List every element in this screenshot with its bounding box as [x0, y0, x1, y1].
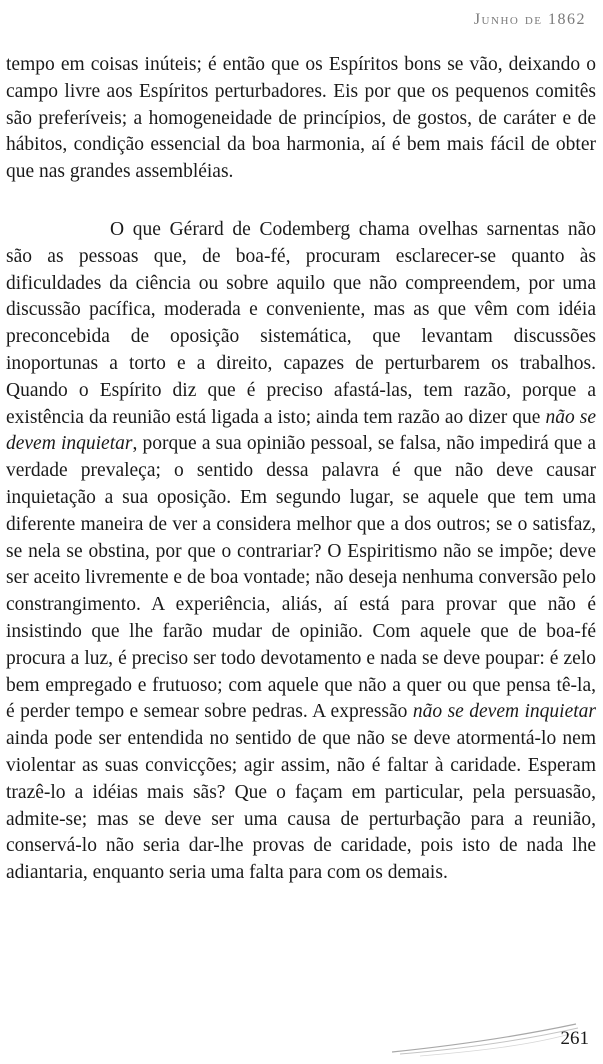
paragraph-2-italic-phrase-1: não se devem inquietar [6, 406, 596, 455]
paragraph-1-text: tempo em coisas inúteis; é então que os Espíritos bons se vão, deixando o campo livre aos Espíritos perturbadores. Eis por que os pequenos comitês são preferíveis; a homogeneidade de princípios, de gostos, de caráter e de hábitos, condição essencial da boa harmonia, aí é bem mais fácil de obter que nas grandes assembléias. [6, 54, 596, 183]
paragraph-2 [6, 217, 596, 887]
paragraph-2-italic-phrase-2: não se devem inquietar [412, 701, 596, 723]
footer-swoosh-ornament [390, 1018, 580, 1058]
paragraph-2-text-c: ainda pode ser entendida no sentido de que não se deve atormentá-lo nem violentar as suas convicções; agir assim, não é faltar à caridade. Esperam trazê-lo a idéias mais sãs? Que o façam em particular, pela persuasão, admite-se; mas se deve ser uma causa de perturbação para a reunião, conservá-lo não seria dar-lhe provas de caridade, pois isto de nada lhe adiantaria, enquanto seria uma falta para com os demais. [6, 728, 596, 884]
running-header: Junho de 1862 [473, 11, 586, 28]
paragraph-2-text-a: O que Gérard de Codemberg chama ovelhas sarnentas não são as pessoas que, de boa-fé, procuram esclarecer-se quanto às dificuldades da ciência ou sobre aquilo que não compreendem, por uma discussão pacífica, moderada e conveniente, mas as que vêm com idéia preconcebida de oposição sistemática, que levantam discussões inoportunas a torto e a direito, capazes de perturbarem os trabalhos. Quando o Espírito diz que é preciso afastá-las, tem razão, porque a existência da reunião está ligada a isto; ainda tem razão ao dizer que [6, 219, 596, 428]
paragraph-2-text-b: , porque a sua opinião pessoal, se falsa, não impedirá que a verdade prevaleça; o sentido dessa palavra é que não deve causar inquietação a sua oposição. Em segundo lugar, se aquele que tem uma diferente maneira de ver a considera melhor que a dos outros; se o satisfaz, se nela se obstina, por que o contrariar? O Espiritismo não se impõe; deve ser aceito livremente e de boa vontade; não deseja nenhuma conversão pelo constrangimento. A experiência, aliás, aí está para provar que não é insistindo que lhe farão mudar de opinião. Com aquele que de boa-fé procura a luz, é preciso ser todo devotamento e nada se deve poupar: é zelo bem empregado e frutuoso; com aquele que não a quer ou que pensa tê-la, é perder tempo e semear sobre pedras. A expressão [6, 433, 596, 723]
paragraph-1 [6, 52, 596, 186]
page-number: 261 [560, 1028, 589, 1049]
